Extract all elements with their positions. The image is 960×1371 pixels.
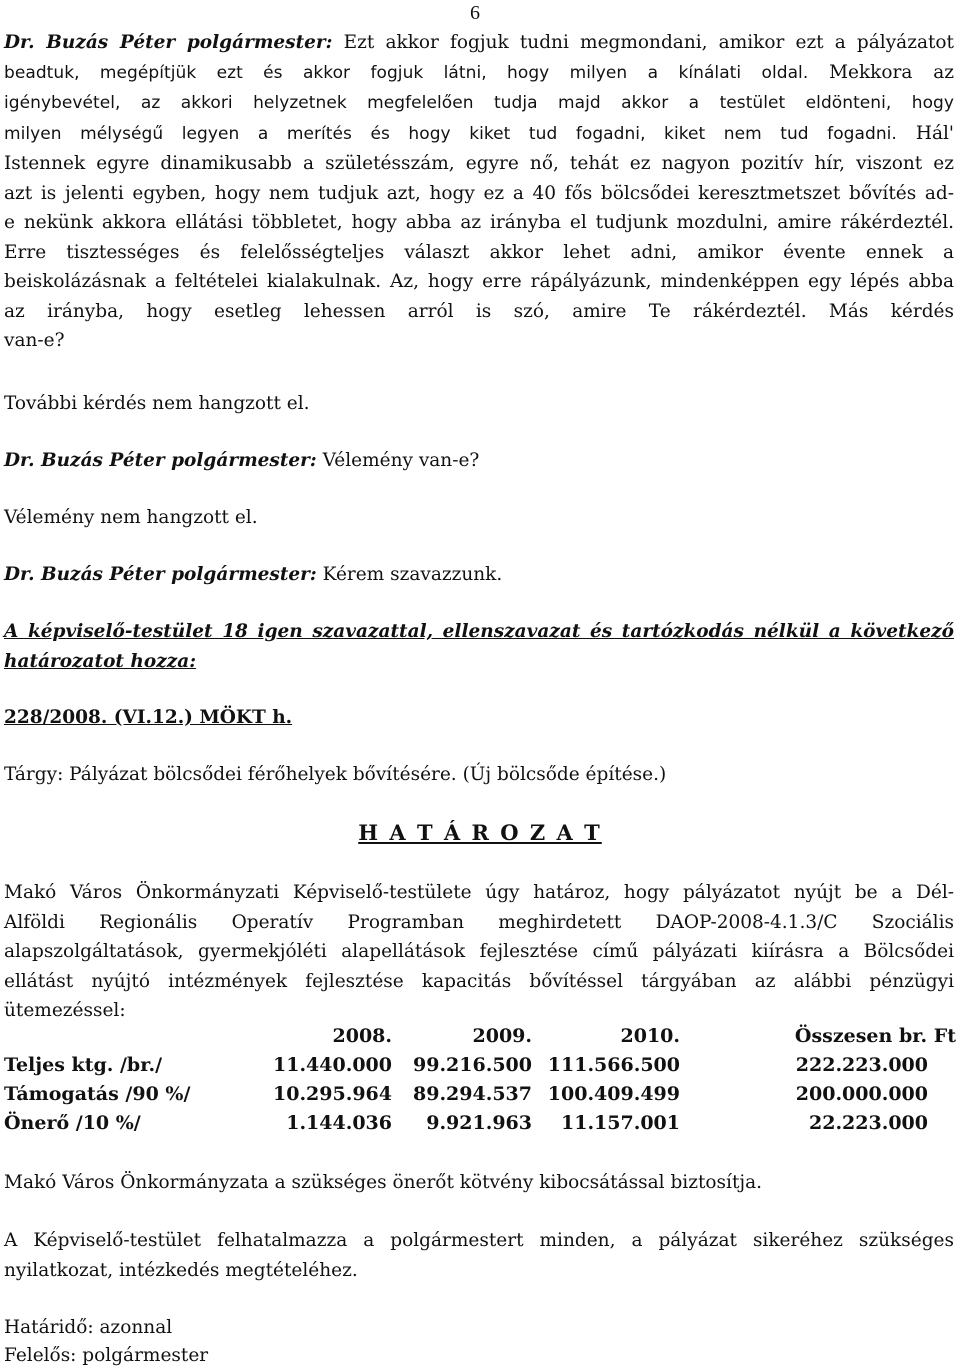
budget-cell: 99.216.500	[413, 1053, 532, 1076]
speech-line: van-e?	[4, 330, 65, 351]
budget-row-label: Teljes ktg. /br./	[4, 1053, 163, 1076]
page-number: 6	[470, 2, 480, 24]
speech-line: azt is jelenti egyben, hogy nem tudjuk azt, hogy ez a 40 fős bölcsődei keresztmetszet bővítés ad-	[4, 182, 954, 204]
speaker-name: Dr. Buzás Péter polgármester:	[4, 564, 317, 585]
deadline: Határidő: azonnal	[4, 1317, 173, 1338]
decision-line: alapszolgáltatások, gyermekjóléti alapellátások fejlesztése című pályázati kiírásra a Bölcsődei	[4, 941, 954, 962]
speech-paragraph-1	[4, 28, 954, 356]
speech-line: beiskolázásnak a feltételei kialakulnak. Az, hogy erre rápályázunk, mindenképpen egy lépés abba	[4, 271, 954, 292]
budget-cell: 200.000.000	[795, 1082, 928, 1105]
speech-line: az irányba, hogy esetleg lehessen arról is szó, amire Te rákérdeztél. Más kérdés	[4, 300, 954, 322]
resolution-subject: Tárgy: Pályázat bölcsődei férőhelyek bővítésére. (Új bölcsőde építése.)	[4, 764, 667, 785]
budget-header: 2010.	[620, 1024, 680, 1047]
table-row	[4, 1079, 956, 1108]
budget-cell: 89.294.537	[413, 1082, 532, 1105]
budget-cell: 11.440.000	[273, 1053, 392, 1076]
speech-line: Dr. Buzás Péter polgármester: Ezt akkor fogjuk tudni megmondani, amikor ezt a pályázatot	[4, 32, 954, 53]
speech-line: igénybevétel, az akkori helyzetnek megfelelően tudja majd akkor a testület eldönteni, hogy	[4, 93, 954, 113]
authorization-paragraph	[4, 1226, 954, 1285]
authorization-line: A Képviselő-testület felhatalmazza a polgármestert minden, a pályázat sikeréhez szükséges	[4, 1230, 954, 1251]
no-more-questions: További kérdés nem hangzott el.	[4, 393, 310, 414]
decision-line: ellátást nyújtó intézmények fejlesztése kapacitás bővítéssel tárgyában az alábbi pénzügyi	[4, 970, 954, 992]
budget-cell: 100.409.499	[547, 1082, 680, 1105]
table-row	[4, 1050, 956, 1079]
speech-line: Erre tisztességes és felelősségteljes választ akkor lehet adni, amikor évente ennek a	[4, 241, 954, 263]
speaker-name: Dr. Buzás Péter polgármester:	[4, 32, 333, 53]
budget-row-label: Önerő /10 %/	[4, 1111, 141, 1134]
budget-header: 2009.	[472, 1024, 532, 1047]
authorization-line: nyilatkozat, intézkedés megtételéhez.	[4, 1259, 358, 1281]
speech-line: beadtuk, megépítjük ezt és akkor fogjuk látni, hogy milyen a kínálati oldal. Mekkora az	[4, 61, 954, 83]
responsible: Felelős: polgármester	[4, 1345, 209, 1366]
resolution-title: H A T Á R O Z A T	[358, 820, 602, 845]
decision-paragraph	[4, 878, 954, 1026]
budget-cell: 11.157.001	[561, 1111, 680, 1134]
budget-row-label: Támogatás /90 %/	[4, 1082, 191, 1105]
table-row	[4, 1108, 956, 1137]
decision-line: ütemezéssel:	[4, 1000, 126, 1021]
budget-header	[4, 1021, 266, 1050]
vote-statement	[4, 617, 954, 676]
budget-header: Összesen br. Ft	[794, 1024, 956, 1047]
speech-paragraph-2: Dr. Buzás Péter polgármester: Vélemény van-e?	[4, 450, 480, 471]
speech-paragraph-3: Dr. Buzás Péter polgármester: Kérem szavazzunk.	[4, 564, 503, 585]
no-opinion: Vélemény nem hangzott el.	[4, 507, 258, 528]
budget-cell: 111.566.500	[547, 1053, 680, 1076]
budget-header: 2008.	[332, 1024, 392, 1047]
budget-cell: 10.295.964	[273, 1082, 392, 1105]
budget-header-row	[4, 1021, 956, 1050]
vote-statement-line: határozatot hozza:	[4, 650, 197, 672]
decision-line: Makó Város Önkormányzati Képviselő-testülete úgy határoz, hogy pályázatot nyújt be a Dél-	[4, 882, 954, 903]
own-funds-statement: Makó Város Önkormányzata a szükséges önerőt kötvény kibocsátással biztosítja.	[4, 1172, 763, 1193]
budget-cell: 222.223.000	[795, 1053, 928, 1076]
budget-cell: 9.921.963	[426, 1111, 532, 1134]
decision-line: Alföldi Regionális Operatív Programban meghirdetett DAOP-2008-4.1.3/C Szociális	[4, 911, 954, 933]
speech-line: milyen mélységű legyen a merítés és hogy kiket tud fogadni, kiket nem tud fogadni. Hál'	[4, 122, 955, 144]
speaker-name: Dr. Buzás Péter polgármester:	[4, 450, 317, 471]
resolution-number: 228/2008. (VI.12.) MÖKT h.	[4, 707, 293, 728]
budget-cell: 22.223.000	[809, 1111, 928, 1134]
budget-table	[4, 1021, 956, 1137]
budget-cell: 1.144.036	[286, 1111, 392, 1134]
vote-statement-line: A képviselő-testület 18 igen szavazattal, ellenszavazat és tartózkodás nélkül a következő	[4, 621, 954, 642]
speech-line: Istennek egyre dinamikusabb a születésszám, egyre nő, tehát ez nagyon pozitív hír, viszont ez	[4, 153, 954, 174]
speech-line: e nekünk akkora ellátási többletet, hogy abba az irányba el tudjunk mozdulni, amire rákérdeztél.	[4, 212, 954, 233]
